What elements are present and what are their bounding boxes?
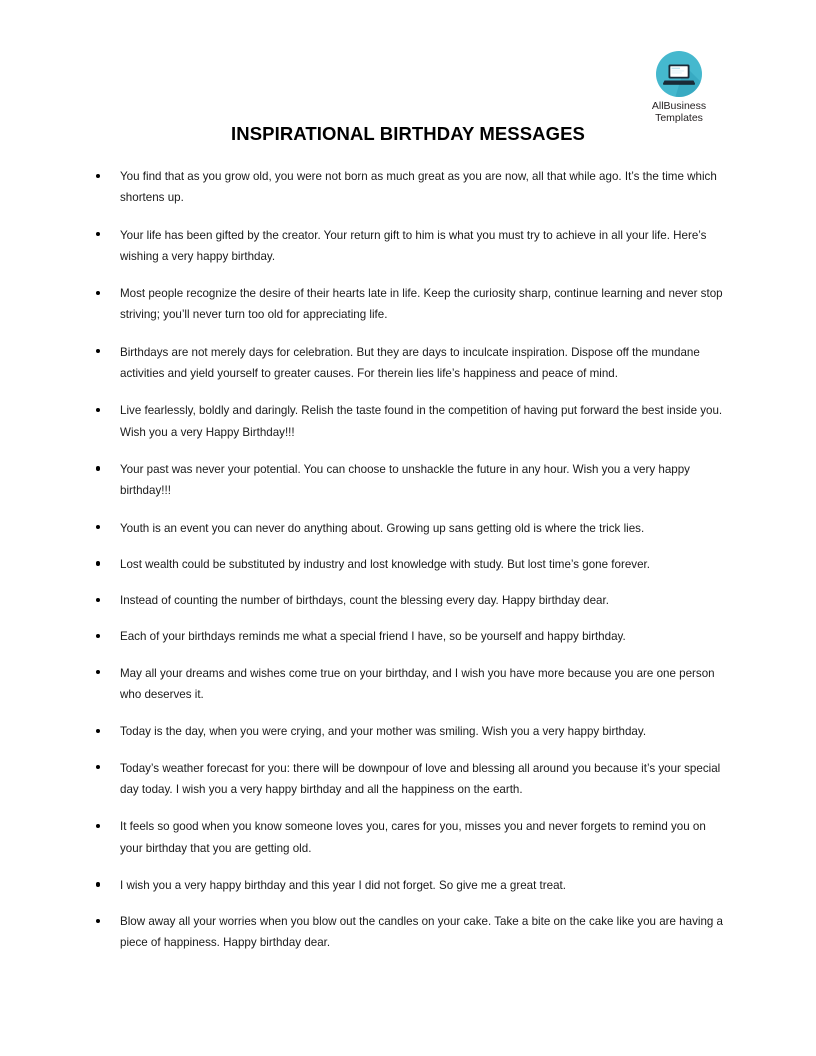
list-item	[92, 459, 724, 502]
message-text: Instead of counting the number of birthdays, count the blessing every day. Happy birthday dear.	[120, 594, 609, 608]
message-text: Most people recognize the desire of their hearts late in life. Keep the curiosity sharp, continue learning and never stop striving; you’ll never turn too old for appreciating life.	[120, 287, 723, 322]
bullet-icon	[96, 291, 100, 295]
message-text: Today is the day, when you were crying, and your mother was smiling. Wish you a very happy birthday.	[120, 725, 647, 739]
list-item	[92, 400, 724, 443]
message-text: Live fearlessly, boldly and daringly. Relish the taste found in the competition of having put forward the best inside you. Wish you a very Happy Birthday!!!	[120, 404, 723, 439]
bullet-icon	[96, 174, 100, 178]
message-text: Each of your birthdays reminds me what a special friend I have, so be yourself and happy birthday.	[120, 630, 626, 644]
laptop-circle-logo-icon	[655, 50, 703, 98]
message-text: Youth is an event you can never do anything about. Growing up sans getting old is where the trick lies.	[120, 521, 645, 535]
page-title: INSPIRATIONAL BIRTHDAY MESSAGES	[231, 123, 585, 145]
message-text: Today’s weather forecast for you: there will be downpour of love and blessing all around you because it’s your special day today. I wish you a very happy birthday and all the happiness on the earth.	[120, 761, 721, 796]
bullet-icon	[96, 408, 100, 412]
logo-line-1: AllBusiness	[651, 100, 707, 112]
bullet-icon	[96, 561, 100, 565]
list-item	[92, 816, 724, 859]
message-text: Birthdays are not merely days for celebration. But they are days to inculcate inspiration. Dispose off the mundane activities and yield yourself to greater causes. For therein lies life’s happiness and peace of mind.	[120, 345, 700, 381]
bullet-icon	[96, 525, 100, 529]
bullet-icon	[96, 765, 100, 769]
bullet-icon	[96, 634, 100, 638]
bullet-icon	[96, 882, 100, 886]
bullet-icon	[96, 466, 100, 470]
list-item	[92, 283, 724, 326]
message-text: Lost wealth could be substituted by industry and lost knowledge with study. But lost time’s gone forever.	[120, 557, 650, 571]
list-item	[92, 911, 724, 954]
bullet-icon	[96, 232, 100, 236]
list-item	[92, 663, 724, 706]
list-item	[92, 342, 724, 385]
messages-list	[92, 166, 724, 970]
message-text: Blow away all your worries when you blow out the candles on your cake. Take a bite on the cake like you are having a piece of happiness. Happy birthday dear.	[120, 915, 724, 950]
list-item	[92, 225, 724, 268]
message-text: It feels so good when you know someone loves you, cares for you, misses you and never forgets to remind you on your birthday that you are getting old.	[120, 820, 706, 855]
message-text: Your life has been gifted by the creator. Your return gift to him is what you must try to achieve in all your life. Here’s wishing a very happy birthday.	[120, 228, 707, 263]
message-text: You find that as you grow old, you were not born as much great as you are now, all that while ago. It’s the time which shortens up.	[120, 170, 717, 205]
list-item	[92, 758, 724, 801]
list-item	[92, 626, 724, 647]
list-item	[92, 721, 724, 742]
bullet-icon	[96, 670, 100, 674]
bullet-icon	[96, 919, 100, 923]
message-text: May all your dreams and wishes come true on your birthday, and I wish you have more because you are one person who deserves it.	[120, 666, 715, 702]
brand-logo	[640, 50, 718, 124]
bullet-icon	[96, 349, 100, 353]
list-item	[92, 166, 724, 209]
message-text: I wish you a very happy birthday and this year I did not forget. So give me a great treat.	[120, 878, 566, 892]
list-item	[92, 554, 724, 575]
list-item	[92, 875, 724, 896]
logo-line-2: Templates	[655, 111, 703, 124]
list-item	[92, 518, 724, 539]
bullet-icon	[96, 729, 100, 733]
bullet-icon	[96, 824, 100, 828]
message-text: Your past was never your potential. You can choose to unshackle the future in any hour. Wish you a very happy birthday!!!	[120, 462, 690, 498]
list-item	[92, 590, 724, 611]
bullet-icon	[96, 598, 100, 602]
